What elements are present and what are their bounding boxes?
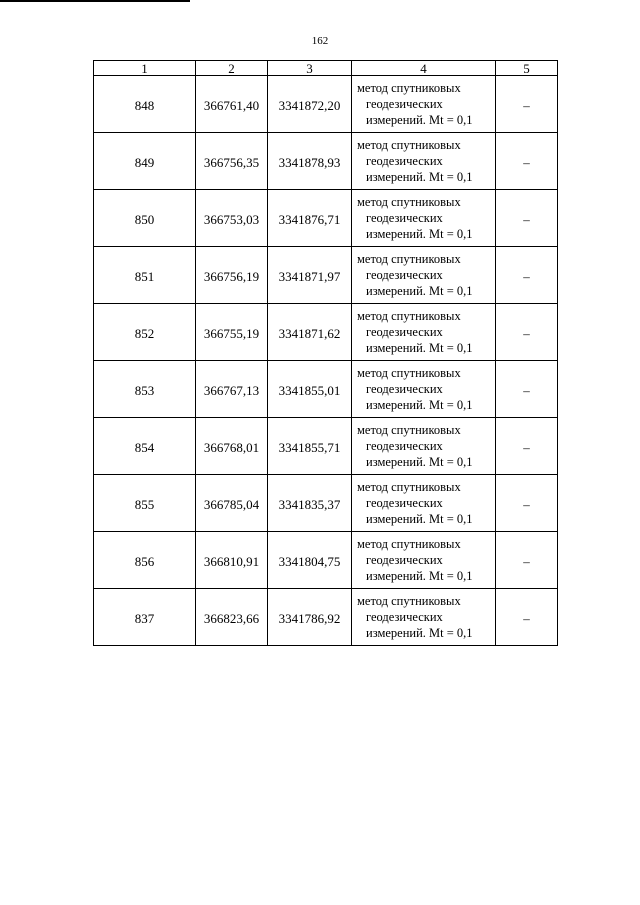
- point-number-cell: 837: [94, 589, 196, 646]
- method-line: измерений. Mt = 0,1: [366, 569, 473, 583]
- column-header-1: 1: [94, 61, 196, 76]
- x-coordinate-cell: 366761,40: [196, 76, 268, 133]
- table-row: [94, 532, 558, 589]
- method-line: геодезических: [366, 325, 443, 339]
- method-line: метод спутниковых: [357, 252, 461, 266]
- table-body: [94, 76, 558, 646]
- method-line: геодезических: [366, 553, 443, 567]
- point-number-cell: 848: [94, 76, 196, 133]
- table-header-row: [94, 61, 558, 76]
- table-row: [94, 304, 558, 361]
- method-line: метод спутниковых: [357, 366, 461, 380]
- point-number-cell: 850: [94, 190, 196, 247]
- method-line: метод спутниковых: [357, 423, 461, 437]
- method-line: измерений. Mt = 0,1: [366, 455, 473, 469]
- method-cell: [352, 418, 496, 475]
- method-line: метод спутниковых: [357, 195, 461, 209]
- method-cell: [352, 247, 496, 304]
- y-coordinate-cell: 3341835,37: [268, 475, 352, 532]
- method-line: геодезических: [366, 610, 443, 624]
- method-cell: [352, 76, 496, 133]
- note-cell: –: [496, 475, 558, 532]
- table-row: [94, 247, 558, 304]
- page-number: 162: [311, 35, 329, 47]
- column-header-5: 5: [496, 61, 558, 76]
- note-cell: –: [496, 247, 558, 304]
- table-row: [94, 133, 558, 190]
- point-number-cell: 852: [94, 304, 196, 361]
- note-cell: –: [496, 361, 558, 418]
- method-line: измерений. Mt = 0,1: [366, 512, 473, 526]
- method-line: измерений. Mt = 0,1: [366, 341, 473, 355]
- x-coordinate-cell: 366756,35: [196, 133, 268, 190]
- method-line: метод спутниковых: [357, 537, 461, 551]
- note-cell: –: [496, 304, 558, 361]
- y-coordinate-cell: 3341786,92: [268, 589, 352, 646]
- method-cell: [352, 361, 496, 418]
- point-number-cell: 851: [94, 247, 196, 304]
- y-coordinate-cell: 3341855,71: [268, 418, 352, 475]
- x-coordinate-cell: 366810,91: [196, 532, 268, 589]
- x-coordinate-cell: 366755,19: [196, 304, 268, 361]
- method-line: метод спутниковых: [357, 138, 461, 152]
- method-line: измерений. Mt = 0,1: [366, 626, 473, 640]
- table-row: [94, 475, 558, 532]
- table-row: [94, 589, 558, 646]
- method-line: геодезических: [366, 211, 443, 225]
- column-header-4: 4: [352, 61, 496, 76]
- table-row: [94, 190, 558, 247]
- method-line: измерений. Mt = 0,1: [366, 398, 473, 412]
- table-row: [94, 361, 558, 418]
- point-number-cell: 849: [94, 133, 196, 190]
- y-coordinate-cell: 3341878,93: [268, 133, 352, 190]
- y-coordinate-cell: 3341804,75: [268, 532, 352, 589]
- method-line: измерений. Mt = 0,1: [366, 170, 473, 184]
- method-line: измерений. Mt = 0,1: [366, 113, 473, 127]
- table-row: [94, 76, 558, 133]
- method-line: метод спутниковых: [357, 594, 461, 608]
- method-cell: [352, 190, 496, 247]
- point-number-cell: 855: [94, 475, 196, 532]
- y-coordinate-cell: 3341872,20: [268, 76, 352, 133]
- method-line: геодезических: [366, 268, 443, 282]
- method-cell: [352, 589, 496, 646]
- method-cell: [352, 532, 496, 589]
- x-coordinate-cell: 366753,03: [196, 190, 268, 247]
- method-line: геодезических: [366, 439, 443, 453]
- column-header-2: 2: [196, 61, 268, 76]
- method-line: измерений. Mt = 0,1: [366, 227, 473, 241]
- point-number-cell: 854: [94, 418, 196, 475]
- point-number-cell: 853: [94, 361, 196, 418]
- method-line: измерений. Mt = 0,1: [366, 284, 473, 298]
- column-header-3: 3: [268, 61, 352, 76]
- method-line: геодезических: [366, 496, 443, 510]
- note-cell: –: [496, 589, 558, 646]
- note-cell: –: [496, 532, 558, 589]
- method-cell: [352, 475, 496, 532]
- y-coordinate-cell: 3341871,97: [268, 247, 352, 304]
- method-line: геодезических: [366, 382, 443, 396]
- method-line: метод спутниковых: [357, 81, 461, 95]
- x-coordinate-cell: 366785,04: [196, 475, 268, 532]
- y-coordinate-cell: 3341855,01: [268, 361, 352, 418]
- y-coordinate-cell: 3341871,62: [268, 304, 352, 361]
- x-coordinate-cell: 366768,01: [196, 418, 268, 475]
- coordinates-table: [93, 60, 558, 646]
- method-line: метод спутниковых: [357, 309, 461, 323]
- method-cell: [352, 304, 496, 361]
- top-rule: [0, 0, 190, 2]
- method-line: геодезических: [366, 97, 443, 111]
- method-line: геодезических: [366, 154, 443, 168]
- x-coordinate-cell: 366756,19: [196, 247, 268, 304]
- table-row: [94, 418, 558, 475]
- note-cell: –: [496, 418, 558, 475]
- x-coordinate-cell: 366767,13: [196, 361, 268, 418]
- point-number-cell: 856: [94, 532, 196, 589]
- x-coordinate-cell: 366823,66: [196, 589, 268, 646]
- method-line: метод спутниковых: [357, 480, 461, 494]
- note-cell: –: [496, 133, 558, 190]
- y-coordinate-cell: 3341876,71: [268, 190, 352, 247]
- note-cell: –: [496, 76, 558, 133]
- note-cell: –: [496, 190, 558, 247]
- method-cell: [352, 133, 496, 190]
